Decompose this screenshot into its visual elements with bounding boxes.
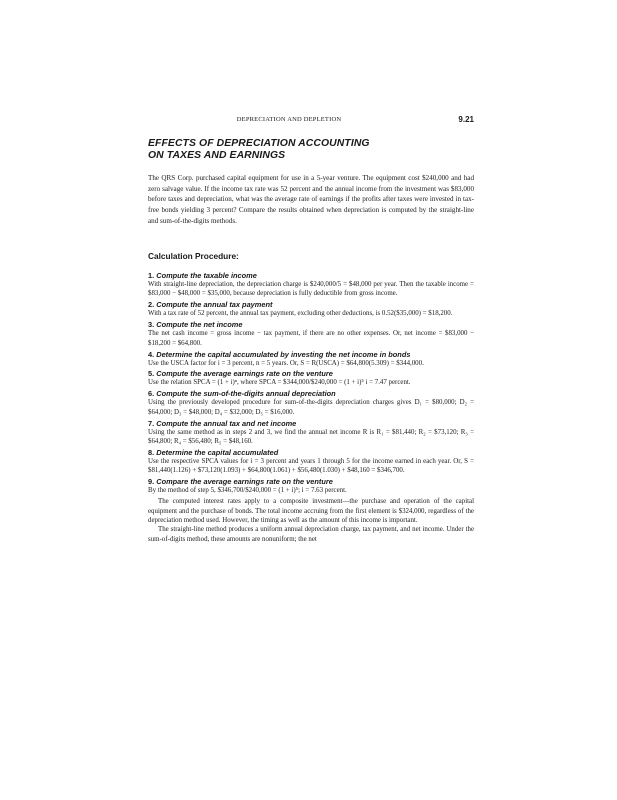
step-number: 4. (148, 349, 155, 359)
step-title: Determine the capital accumulated (156, 447, 279, 457)
step-title: Compute the taxable income (156, 271, 257, 280)
section-title (148, 138, 474, 162)
step (148, 448, 474, 476)
step (148, 477, 474, 495)
step-number: 6. (148, 389, 155, 399)
step-body: By the method of step 5, $346,700/$240,000 = (1 + i)⁵; i = 7.63 percent. (148, 487, 347, 495)
running-title: DEPRECIATION AND DEPLETION (236, 116, 342, 123)
page-number: 9.21 (458, 115, 474, 124)
step-heading (148, 300, 474, 309)
step-body: Use the respective SPCA values for i = 3 percent and years 1 through 5 for the income earned in each year. Or, S = $81,440(1.126) + $73,120(1.093) + $64,800(1.061) + $56,480(1.030) + $48,160 = $346,700. (148, 457, 474, 475)
step-title: Compare the average earnings rate on the venture (156, 477, 333, 487)
step (148, 350, 474, 368)
step (148, 419, 474, 447)
step-heading (148, 271, 474, 280)
step-body: With straight-line depreciation, the depreciation charge is $240,000/5 = $48,000 per year. Then the taxable income = $83,000 − $48,000 = $35,000, because depreciation is fully deductible from gross income. (148, 281, 474, 298)
procedure-heading: Calculation Procedure: (148, 251, 239, 261)
step-body: The net cash income = gross income − tax payment, if there are no other expenses. Or, net income = $83,000 − $18,200 = $64,800. (148, 330, 474, 347)
step-title: Compute the sum-of-the-digits annual depreciation (156, 389, 336, 399)
step-heading (148, 419, 474, 428)
step-number: 7. (148, 418, 155, 428)
step-body: Using the same method as in steps 2 and 3, we find the annual net income R is R₁ = $81,440; R₂ = $73,120; R₃ = $64,800; R₄ = $56,480; R₅ = $48,160. (148, 428, 474, 446)
step-heading (148, 320, 474, 329)
step-title: Compute the net income (156, 320, 243, 330)
step (148, 320, 474, 348)
step-body: With a tax rate of 52 percent, the annual tax payment, excluding other deductions, is 0.52($35,000) = $18,200. (148, 310, 453, 318)
step (148, 369, 474, 387)
step-heading (148, 448, 474, 457)
step (148, 389, 474, 417)
step-number: 9. (148, 477, 155, 487)
closing-paragraph: The computed interest rates apply to a composite investment—the purchase and operation of the capital equipment and the purchase of bonds. The total income accruing from the first element is $324,000, regardless of the depreciation method used. However, the timing as well as the amount of this income is important. (148, 498, 474, 524)
step (148, 300, 474, 318)
step-heading (148, 389, 474, 398)
step-body: Use the USCA factor for i = 3 percent, n = 5 years. Or, S = R(USCA) = $64,800(5.309) = $344,000. (148, 359, 424, 367)
step-number: 3. (148, 320, 155, 330)
running-head (148, 116, 474, 128)
step-title: Compute the average earnings rate on the venture (156, 369, 333, 379)
step-body: Use the relation SPCA = (1 + i)ⁿ, where SPCA = $344,000/$240,000 = (1 + i)⁵ i = 7.47 percent. (148, 379, 411, 387)
step-number: 1. (148, 271, 155, 280)
closing-paragraph: The straight-line method produces a uniform annual depreciation charge, tax payment, and net income. Under the sum-of-digits method, these amounts are nonuniform; the net (148, 526, 474, 543)
step-title: Compute the annual tax payment (156, 300, 273, 310)
step-title: Determine the capital accumulated by investing the net income in bonds (156, 349, 411, 359)
step-heading (148, 369, 474, 378)
step-body: Using the previously developed procedure for sum-of-the-digits depreciation charges gives D₁ = $80,000; D₂ = $64,000; D₃ = $48,000; D₄ = $32,000; D₅ = $16,000. (148, 399, 474, 416)
calculation-steps (148, 271, 474, 544)
step-number: 8. (148, 447, 155, 457)
step-number: 5. (148, 369, 155, 379)
step-heading (148, 477, 474, 486)
problem-statement: The QRS Corp. purchased capital equipment for use in a 5-year venture. The equipment cost $240,000 and had zero salvage value. If the income tax rate was 52 percent and the annual income from the investment was $83,000 before taxes and depreciation, what was the average rate of earnings if the profits after taxes were invested in tax-free bonds yielding 3 percent? Compare the results obtained when depreciation is computed by the straight-line and sum-of-the-digits methods. (148, 174, 474, 225)
step-heading (148, 350, 418, 359)
step (148, 271, 474, 299)
section-title-line-2: ON TAXES AND EARNINGS (148, 150, 286, 161)
step-number: 2. (148, 300, 155, 310)
section-title-line-1: EFFECTS OF DEPRECIATION ACCOUNTING (148, 138, 370, 149)
step-title: Compute the annual tax and net income (156, 418, 297, 428)
